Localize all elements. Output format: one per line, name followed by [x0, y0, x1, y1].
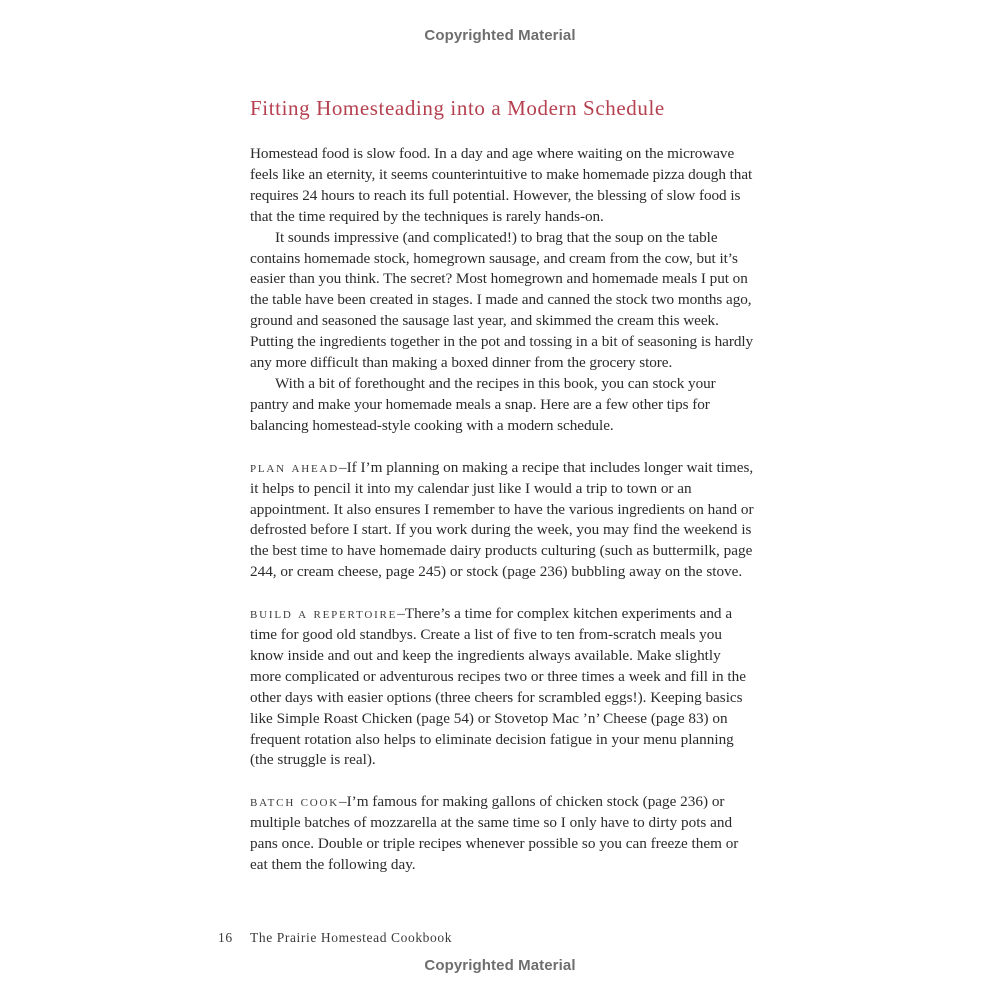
- tip-text: There’s a time for complex kitchen experiments and a time for good old standbys. Create a list of five to ten from-scratch meals you know inside and out and keep the ingredients always available. Make slightly more complicated or adventurous recipes two or three times a week and fill in the other days with easier options (three cheers for scrambled eggs!). Keeping basics like Simple Roast Chicken (page 54) or Stovetop Mac ’n’ Cheese (page 83) on frequent rotation also helps to eliminate decision fatigue in your menu planning (the struggle is real).: [250, 605, 746, 769]
- tip-text: If I’m planning on making a recipe that includes longer wait times, it helps to pencil it into my calendar just like I would a trip to town or an appointment. It also ensures I remember to have the various ingredients on hand or defrosted before I start. If you work during the week, you may find the weekend is the best time to have homemade dairy products culturing (such as buttermilk, page 244, or cream cheese, page 245) or stock (page 236) bubbling away on the stove.: [250, 458, 754, 581]
- tip-plan-ahead: [250, 458, 754, 583]
- tip-build-a-repertoire: [250, 604, 754, 771]
- running-book-title: The Prairie Homestead Cookbook: [250, 930, 453, 945]
- page-footer: [218, 930, 452, 946]
- tip-label: batch cook: [250, 794, 339, 811]
- tip-label: plan ahead: [250, 459, 339, 476]
- intro-paragraph-3: With a bit of forethought and the recipes in this book, you can stock your pantry and make your homemade meals a snap. Here are a few other tips for balancing homestead-style cooking with a modern schedule.: [250, 374, 716, 434]
- tip-label: build a repertoire: [250, 606, 398, 623]
- tip-dash: –: [397, 605, 405, 623]
- intro-paragraph-1: Homestead food is slow food. In a day and age where waiting on the microwave feels like an eternity, it seems counterintuitive to make homemade pizza dough that requires 24 hours to reach its full potential. However, the blessing of slow food is that the time required by the techniques is rarely hands-on.: [250, 145, 753, 225]
- intro-paragraph-2: It sounds impressive (and complicated!) to brag that the soup on the table contains homemade stock, homegrown sausage, and cream from the cow, but it’s easier than you think. The secret? Most homegrown and homemade meals I put on the table have been created in stages. I made and canned the stock two months ago, ground and seasoned the sausage last year, and skimmed the cream this week. Putting the ingredients together in the pot and tossing in a bit of seasoning is hardly any more difficult than making a boxed dinner from the grocery store.: [250, 228, 754, 372]
- copyright-watermark-bottom: Copyrighted Material: [424, 957, 576, 974]
- book-page-content: [250, 94, 754, 876]
- copyright-watermark-top: Copyrighted Material: [424, 27, 576, 44]
- section-title: Fitting Homesteading into a Modern Schedule: [250, 96, 665, 120]
- page-number: 16: [218, 930, 233, 945]
- tip-dash: –: [338, 793, 347, 811]
- tip-batch-cook: [250, 792, 754, 876]
- tip-text: I’m famous for making gallons of chicken stock (page 236) or multiple batches of mozzarella at the same time so I only have to dirty pots and pans once. Double or triple recipes whenever possible so you can freeze them or eat them the following day.: [250, 793, 739, 874]
- tip-dash: –: [338, 458, 347, 476]
